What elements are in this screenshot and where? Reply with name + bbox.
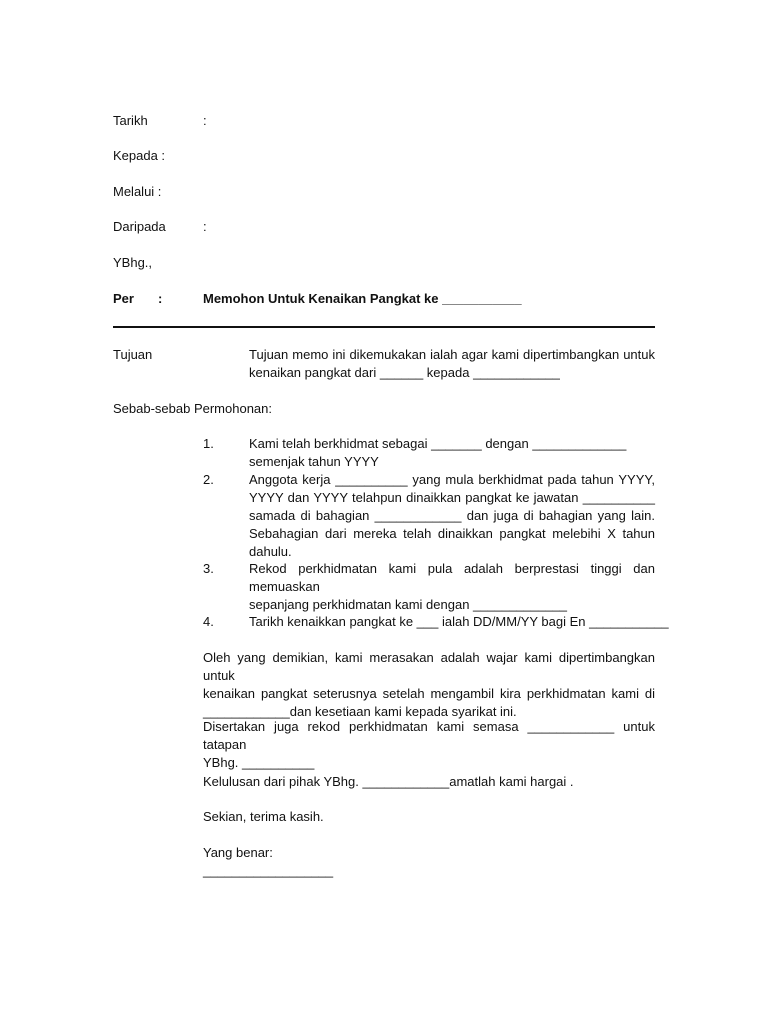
list-item-line: sepanjang perkhidmatan kami dengan _____________ xyxy=(249,597,568,612)
paragraph-line: YBhg. __________ xyxy=(203,755,315,770)
paragraph-line: Disertakan juga rekod perkhidmatan kami semasa ____________ untuk tatapan xyxy=(203,719,655,752)
tujuan-label: Tujuan xyxy=(113,347,153,362)
daripada-label: Daripada xyxy=(113,219,166,234)
ybhg-salutation: YBhg., xyxy=(113,255,153,270)
list-item-line: Anggota kerja __________ yang mula berkhidmat pada tahun YYYY, xyxy=(249,472,655,487)
list-item xyxy=(249,435,655,471)
tarikh-colon: : xyxy=(203,113,207,128)
list-item-line: dahulu. xyxy=(249,544,292,559)
melalui-label: Melalui : xyxy=(113,184,162,199)
per-colon: : xyxy=(158,291,163,306)
signature-line: __________________ xyxy=(203,863,334,878)
list-item xyxy=(249,613,669,631)
oleh-paragraph xyxy=(203,649,655,721)
list-item-line: Rekod perkhidmatan kami pula adalah berprestasi tinggi dan memuaskan xyxy=(249,561,655,594)
list-item-line: Sebahagian dari mereka telah dinaikkan pangkat melebihi X tahun xyxy=(249,526,655,541)
tujuan-line-1: Tujuan memo ini dikemukakan ialah agar kami dipertimbangkan untuk xyxy=(249,347,655,362)
list-item-line: Tarikh kenaikkan pangkat ke ___ ialah DD/MM/YY bagi En ___________ xyxy=(249,614,669,629)
per-label: Per xyxy=(113,291,134,306)
paragraph-line: Oleh yang demikian, kami merasakan adalah wajar kami dipertimbangkan untuk xyxy=(203,650,655,683)
tujuan-text xyxy=(249,346,655,382)
daripada-colon: : xyxy=(203,219,207,234)
tarikh-label: Tarikh xyxy=(113,113,148,128)
paragraph-line: kenaikan pangkat seterusnya setelah mengambil kira perkhidmatan kami di xyxy=(203,686,655,701)
list-item-line: Kami telah berkhidmat sebagai _______ dengan _____________ xyxy=(249,436,627,451)
subject-title: Memohon Untuk Kenaikan Pangkat ke ___________ xyxy=(203,291,522,306)
subject-divider xyxy=(113,326,655,328)
list-item-number: 1. xyxy=(203,436,214,451)
list-item-number: 3. xyxy=(203,561,214,576)
list-item xyxy=(249,560,655,614)
kelulusan-paragraph: Kelulusan dari pihak YBhg. ____________amatlah kami hargai . xyxy=(203,774,574,789)
tujuan-line-2: kenaikan pangkat dari ______ kepada ____________ xyxy=(249,365,560,380)
kepada-label: Kepada : xyxy=(113,148,166,163)
list-item-line: semenjak tahun YYYY xyxy=(249,454,379,469)
yang-benar-signoff: Yang benar: xyxy=(203,845,273,860)
sebab-heading: Sebab-sebab Permohonan: xyxy=(113,401,273,416)
disertakan-paragraph xyxy=(203,718,655,772)
list-item-line: YYYY dan YYYY telahpun dinaikkan pangkat ke jawatan __________ xyxy=(249,490,655,505)
list-item-number: 2. xyxy=(203,472,214,487)
list-item-line: samada di bahagian ____________ dan juga di bahagian yang lain. xyxy=(249,508,655,523)
list-item xyxy=(249,471,655,561)
sekian-closing: Sekian, terima kasih. xyxy=(203,809,324,824)
list-item-number: 4. xyxy=(203,614,214,629)
paragraph-line: ____________dan kesetiaan kami kepada syarikat ini. xyxy=(203,704,517,719)
